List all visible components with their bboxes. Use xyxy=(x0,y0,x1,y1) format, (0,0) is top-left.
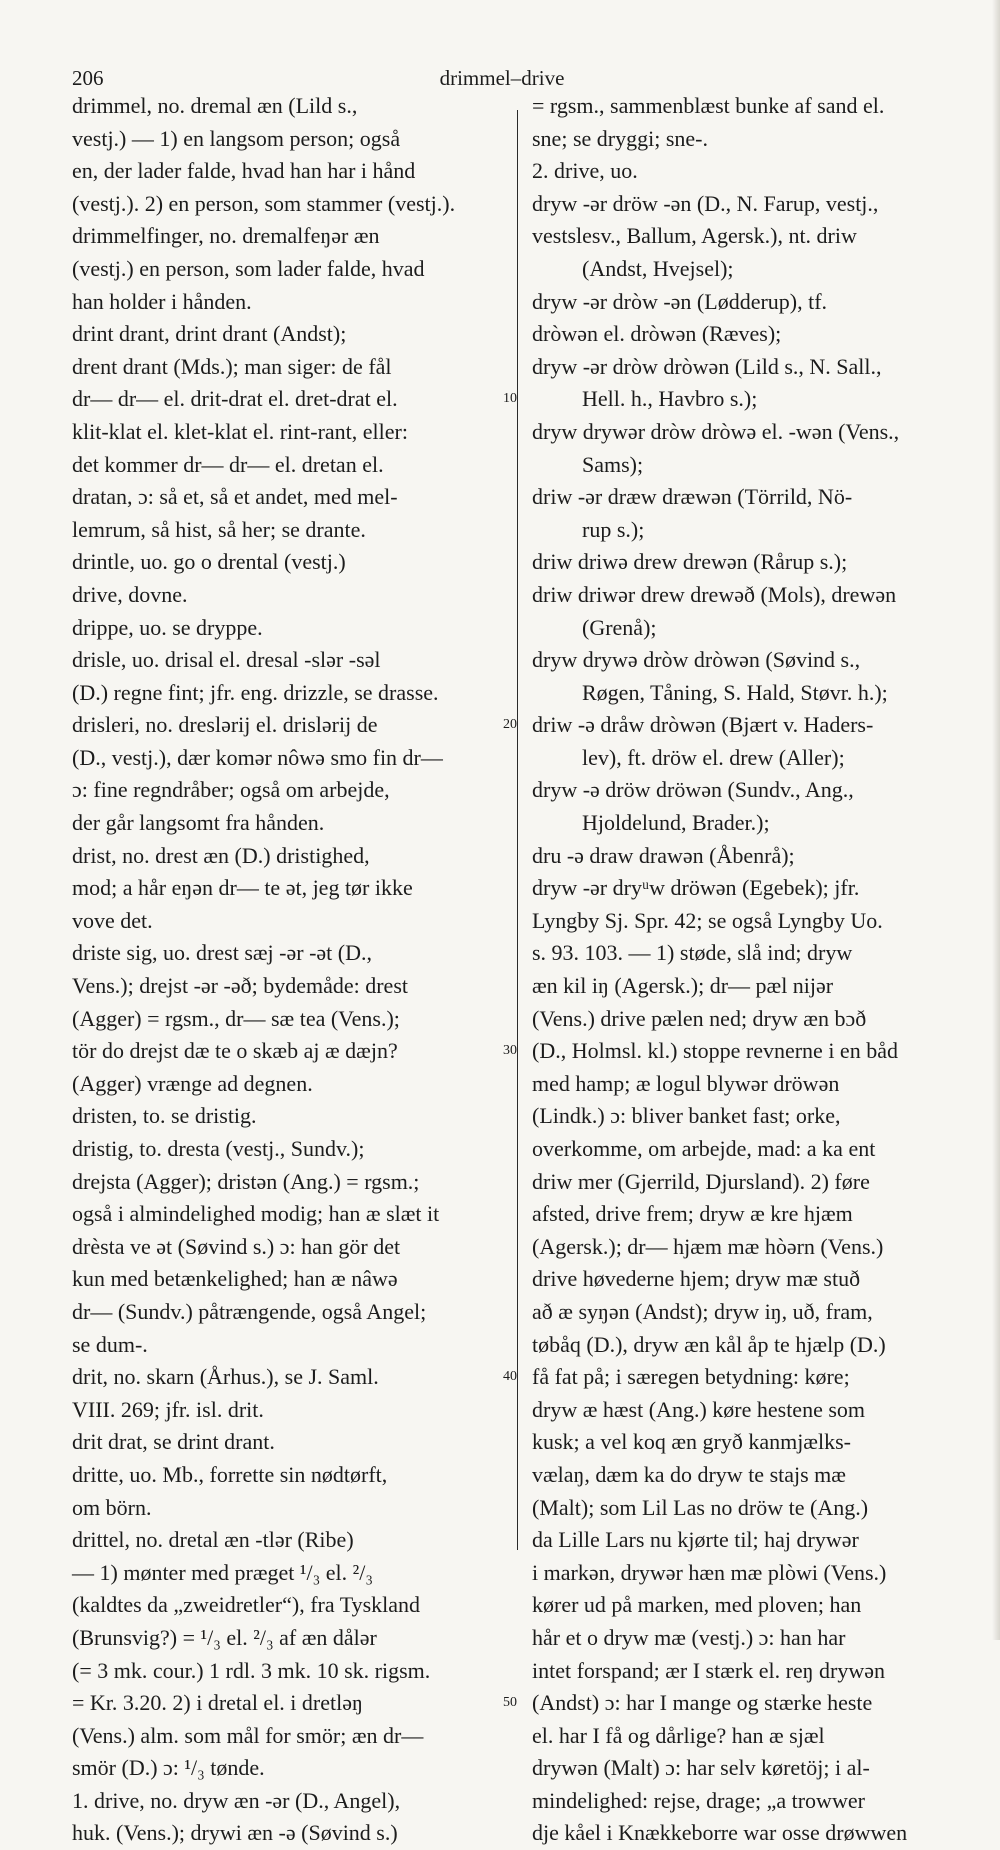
text-line: dryw æ hæst (Ang.) køre hestene som xyxy=(532,1396,866,1422)
text-line: (D.) regne fint; jfr. eng. drizzle, se drasse. xyxy=(72,679,439,705)
text-line: om börn. xyxy=(72,1494,152,1520)
text-line: 2. drive, uo. xyxy=(532,158,638,184)
text-line: afsted, drive frem; dryw æ kre hjæm xyxy=(532,1201,853,1227)
text-line: han holder i hånden. xyxy=(72,288,252,314)
text-line: der går langsomt fra hånden. xyxy=(72,810,325,836)
text-line: dryw -ər dròw dròwən (Lild s., N. Sall., xyxy=(532,353,882,379)
text-line: kører ud på marken, med ploven; han xyxy=(532,1592,862,1618)
text-line: að æ syŋən (Andst); dryw iŋ, uð, fram, xyxy=(532,1298,873,1324)
text-line: drintle, uo. go o drental (vestj.) xyxy=(72,549,346,575)
text-line: drit, no. skarn (Århus.), se J. Saml. xyxy=(72,1364,379,1390)
line-number: 40 xyxy=(503,1369,517,1385)
text-line: (kaldtes da „zweidretler“), fra Tyskland xyxy=(72,1592,421,1618)
text-line: driw -ə dråw dròwən (Bjært v. Haders- xyxy=(532,712,874,738)
text-line: (Agger) vrænge ad degnen. xyxy=(72,1070,313,1096)
text-line: (Agersk.); dr— hjæm mæ hòərn (Vens.) xyxy=(532,1233,884,1259)
text-line: dr— dr— el. drit-drat el. dret-drat el. xyxy=(72,386,398,412)
text-line: (Lindk.) ɔ: bliver banket fast; orke, xyxy=(532,1103,841,1129)
text-line: = rgsm., sammenblæst bunke af sand el. xyxy=(532,93,885,118)
text-line: drimmelfinger, no. dremalfeŋər æn xyxy=(72,223,380,249)
text-line: klit-klat el. klet-klat el. rint-rant, eller: xyxy=(72,418,408,444)
text-line: mindelighed: rejse, drage; „a trowwer xyxy=(532,1787,865,1813)
text-line: dje kåel i Knækkeborre war osse drøwwen xyxy=(532,1820,908,1846)
text-line: s. 93. 103. — 1) støde, slå ind; dryw xyxy=(532,940,853,966)
text-line: (vestj.). 2) en person, som stammer (vestj.). xyxy=(72,190,456,216)
text-line: mod; a hår eŋən dr— te ət, jeg tør ikke xyxy=(72,875,413,901)
text-line: dryw -ər dryᵘw dröwən (Egebek); jfr. xyxy=(532,875,860,901)
text-line: intet forspand; ær I stærk el. reŋ drywən xyxy=(532,1657,886,1683)
text-line: hår et o dryw mæ (vestj.) ɔ: han har xyxy=(532,1624,846,1650)
text-line: (Malt); som Lil Las no dröw te (Ang.) xyxy=(532,1494,869,1520)
text-line: sne; se dryggi; sne-. xyxy=(532,125,708,151)
text-line: (Agger) = rgsm., dr— sæ tea (Vens.); xyxy=(72,1005,400,1031)
text-line: (D., Holmsl. kl.) stoppe revnerne i en båd xyxy=(532,1038,898,1064)
text-line: dryw drywər dròw dròwə el. -wən (Vens., xyxy=(532,418,900,444)
text-line: lemrum, så hist, så her; se drante. xyxy=(72,516,366,542)
text-line: drywən (Malt) ɔ: har selv køretöj; i al- xyxy=(532,1755,870,1781)
page-edge-shadow xyxy=(992,0,1000,1640)
line-number: 20 xyxy=(503,717,517,733)
text-line: drisleri, no. dreslərij el. drislərij de xyxy=(72,712,378,738)
text-line: drit drat, se drint drant. xyxy=(72,1429,275,1455)
text-line: også i almindelighed modig; han æ slæt it xyxy=(72,1201,440,1227)
text-line: drive, dovne. xyxy=(72,581,188,607)
text-line: drèsta ve ət (Søvind s.) ɔ: han gör det xyxy=(72,1233,401,1259)
left-column xyxy=(72,90,497,1850)
running-head: drimmel–drive xyxy=(439,66,565,90)
text-line: se dum-. xyxy=(72,1331,148,1357)
line-number: 50 xyxy=(503,1695,517,1711)
text-line: dryw -ər dröw -ən (D., N. Farup, vestj., xyxy=(532,190,879,216)
text-line: ɔ: fine regndråber; også om arbejde, xyxy=(72,777,390,803)
text-line: drisle, uo. drisal el. dresal -slər -səl xyxy=(72,647,381,673)
line-number: 30 xyxy=(503,1043,517,1059)
page-header xyxy=(72,52,932,92)
text-line: dryw -ə dröw dröwən (Sundv., Ang., xyxy=(532,777,854,803)
text-line: Røgen, Tåning, S. Hald, Støvr. h.); xyxy=(582,679,888,705)
text-line: (Andst) ɔ: har I mange og stærke heste xyxy=(532,1690,873,1716)
text-line: smör (D.) ɔ: ¹/₃ tønde. xyxy=(72,1755,265,1781)
text-line: rup s.); xyxy=(582,516,645,542)
text-line: drimmel, no. dremal æn (Lild s., xyxy=(72,93,358,118)
text-line: vestslesv., Ballum, Agersk.), nt. driw xyxy=(532,223,857,249)
text-line: dristen, to. se dristig. xyxy=(72,1103,257,1129)
text-line: dritte, uo. Mb., forrette sin nødtørft, xyxy=(72,1461,388,1487)
text-line: overkomme, om arbejde, mad: a ka ent xyxy=(532,1136,876,1161)
text-line: drent drant (Mds.); man siger: de fål xyxy=(72,353,392,379)
text-line: driste sig, uo. drest sæj -ər -ət (D., xyxy=(72,940,372,966)
text-line: (Andst, Hvejsel); xyxy=(582,255,734,281)
text-line: da Lille Lars nu kjørte til; haj drywər xyxy=(532,1527,859,1553)
text-line: VIII. 269; jfr. isl. drit. xyxy=(72,1396,264,1422)
text-line: Lyngby Sj. Spr. 42; se også Lyngby Uo. xyxy=(532,907,883,933)
text-line: drist, no. drest æn (D.) dristighed, xyxy=(72,842,370,868)
text-line: drint drant, drint drant (Andst); xyxy=(72,321,347,347)
text-line: huk. (Vens.); drywi æn -ə (Søvind s.) xyxy=(72,1820,398,1846)
text-line: 1. drive, no. dryw æn -ər (D., Angel), xyxy=(72,1787,401,1813)
text-line: lev), ft. dröw el. drew (Aller); xyxy=(582,744,845,770)
text-line: el. har I få og dårlige? han æ sjæl xyxy=(532,1722,825,1748)
text-line: (Grenå); xyxy=(582,614,657,640)
text-line: kusk; a vel koq æn gryð kanmjælks- xyxy=(532,1429,851,1455)
text-line: = Kr. 3.20. 2) i dretal el. i dretləŋ xyxy=(72,1690,363,1716)
text-line: (D., vestj.), dær komər nôwə smo fin dr— xyxy=(72,744,443,770)
text-line: drippe, uo. se dryppe. xyxy=(72,614,263,640)
text-line: Sams); xyxy=(582,451,644,477)
text-line: (Vens.) drive pælen ned; dryw æn bɔð xyxy=(532,1005,867,1031)
text-line: dratan, ɔ: så et, så et andet, med mel- xyxy=(72,484,398,510)
text-line: vove det. xyxy=(72,907,153,933)
text-line: (vestj.) en person, som lader falde, hvad xyxy=(72,255,425,281)
text-line: med hamp; æ logul blywər dröwən xyxy=(532,1070,840,1096)
text-line: tøbåq (D.), dryw æn kål åp te hjælp (D.) xyxy=(532,1331,886,1357)
line-number: 10 xyxy=(503,391,517,407)
text-line: æn kil iŋ (Agersk.); dr— pæl nijər xyxy=(532,973,834,999)
text-line: driw -ər dræw dræwən (Törrild, Nö- xyxy=(532,484,853,510)
text-line: dryw -ər dròw -ən (Lødderup), tf. xyxy=(532,288,828,314)
text-line: driw driwə drew drewən (Rårup s.); xyxy=(532,549,848,575)
text-line: (Vens.) alm. som mål for smör; æn dr— xyxy=(72,1722,424,1748)
text-line: drive høvederne hjem; dryw mæ stuð xyxy=(532,1266,861,1292)
text-line: dristig, to. dresta (vestj., Sundv.); xyxy=(72,1136,365,1161)
column-divider xyxy=(517,110,518,1550)
text-line: i markən, drywər hæn mæ plòwi (Vens.) xyxy=(532,1559,887,1585)
text-line: dr— (Sundv.) påtrængende, også Angel; xyxy=(72,1298,427,1324)
text-line: vestj.) — 1) en langsom person; også xyxy=(72,125,401,151)
text-line: driw mer (Gjerrild, Djursland). 2) føre xyxy=(532,1168,870,1194)
text-line: Hell. h., Havbro s.); xyxy=(582,386,758,412)
text-line: Hjoldelund, Brader.); xyxy=(582,810,770,836)
text-line: Vens.); drejst -ər -əð; bydemåde: drest xyxy=(72,973,408,999)
right-column xyxy=(532,90,964,1850)
text-line: vælaŋ, dæm ka do dryw te stajs mæ xyxy=(532,1461,846,1487)
text-line: (= 3 mk. cour.) 1 rdl. 3 mk. 10 sk. rigsm. xyxy=(72,1657,431,1683)
page-number: 206 xyxy=(72,66,104,90)
text-line: (Brunsvig?) = ¹/₃ el. ²/₃ af æn dålər xyxy=(72,1624,377,1650)
text-line: drittel, no. dretal æn -tlər (Ribe) xyxy=(72,1527,354,1553)
text-line: drejsta (Agger); dristən (Ang.) = rgsm.; xyxy=(72,1168,420,1194)
text-line: en, der lader falde, hvad han har i hånd xyxy=(72,158,416,184)
text-line: dru -ə draw drawən (Åbenrå); xyxy=(532,842,795,868)
text-line: dryw drywə dròw dròwən (Søvind s., xyxy=(532,647,861,673)
text-line: det kommer dr— dr— el. dretan el. xyxy=(72,451,384,477)
text-line: driw driwər drew drewəð (Mols), drewən xyxy=(532,581,897,607)
text-line: få fat på; i særegen betydning: køre; xyxy=(532,1364,850,1390)
text-line: tör do drejst dæ te o skæb aj æ dæjn? xyxy=(72,1038,398,1064)
text-line: dròwən el. dròwən (Ræves); xyxy=(532,321,782,347)
text-line: kun med betænkelighed; han æ nâwə xyxy=(72,1266,398,1292)
text-line: — 1) mønter med præget ¹/₃ el. ²/₃ xyxy=(72,1559,374,1585)
